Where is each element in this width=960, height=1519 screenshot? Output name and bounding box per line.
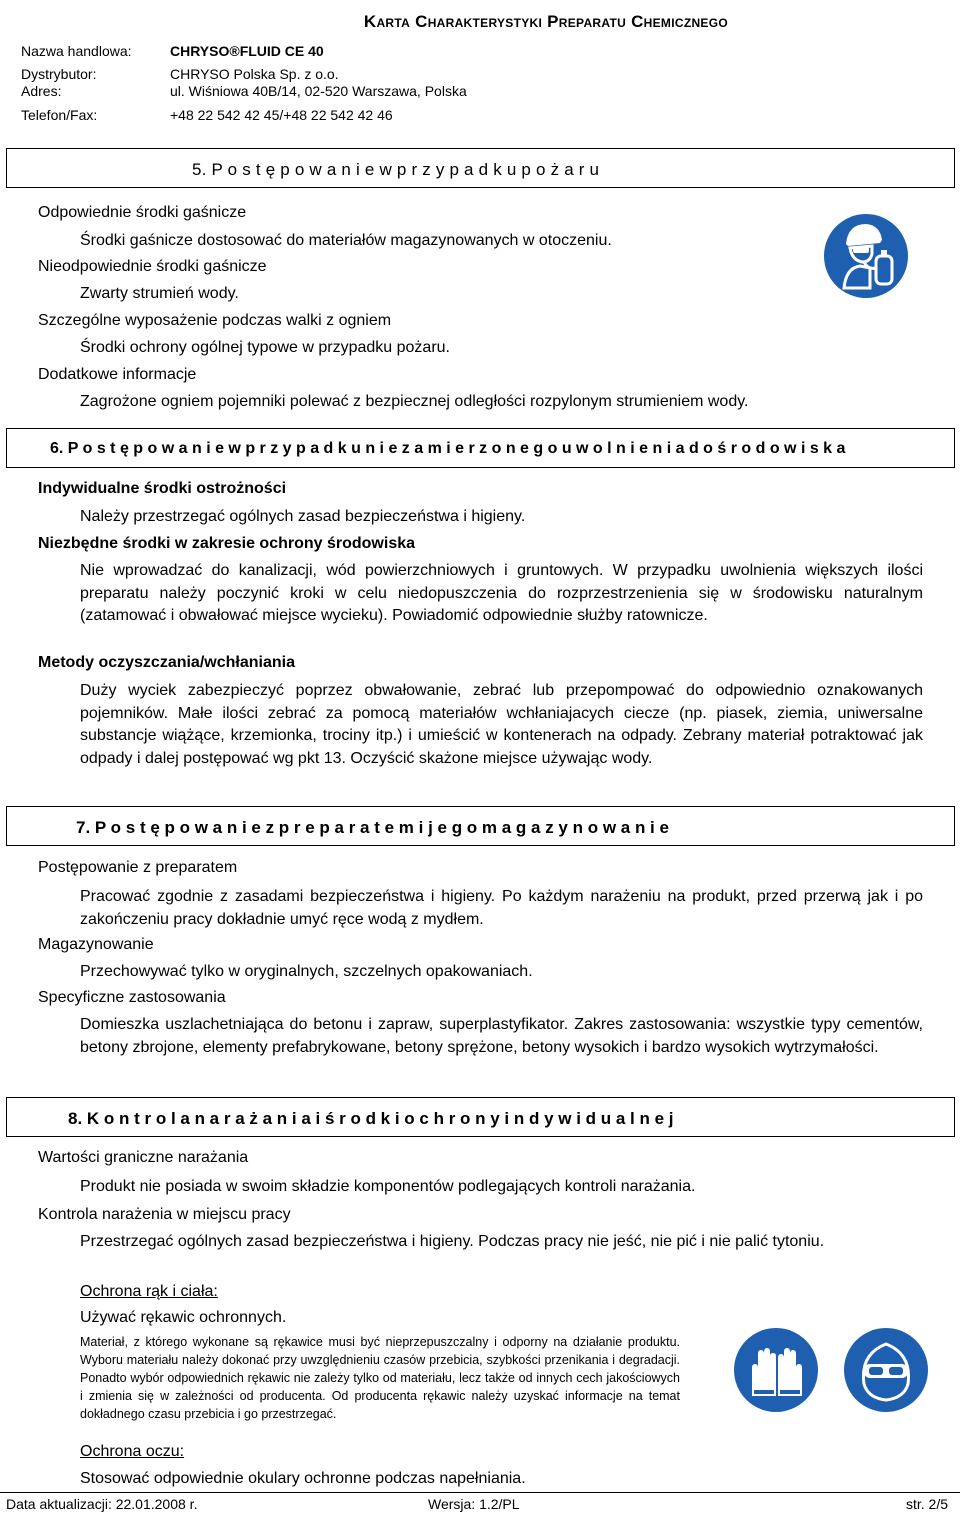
- section-6-text-personal-precautions: Należy przestrzegać ogólnych zasad bezpieczeństwa i higieny.: [80, 508, 526, 525]
- trade-name-label: Nazwa handlowa:: [21, 43, 132, 59]
- eye-protection-text: Stosować odpowiednie okulary ochronne podczas napełniania.: [80, 1470, 526, 1487]
- section-6-sub-personal-precautions: Indywidualne środki ostrożności: [38, 480, 287, 497]
- footer-divider: [0, 1492, 960, 1493]
- protective-gloves-sign-icon: [730, 1324, 822, 1416]
- section-5-text-suitable-media: Środki gaśnicze dostosować do materiałów magazynowanych w otoczeniu.: [80, 232, 612, 249]
- phone-label: Telefon/Fax:: [21, 107, 98, 123]
- section-5-title: 5. P o s t ę p o w a n i e w p r z y p a d k u p o ż a r u: [192, 160, 600, 179]
- section-8-text-limit-values: Produkt nie posiada w swoim składzie komponentów podlegających kontroli narażania.: [80, 1178, 696, 1195]
- footer-version: Wersja: 1.2/PL: [428, 1496, 520, 1512]
- section-5-sub-unsuitable-media: Nieodpowiednie środki gaśnicze: [38, 258, 267, 275]
- section-7-sub-handling: Postępowanie z preparatem: [38, 859, 238, 876]
- section-6-text-environmental: Nie wprowadzać do kanalizacji, wód powierzchniowych i gruntowych. W przypadku uwolnienia większych ilości preparatu należy poczynić kroki w celu niedopuszczenia do rozprzestrzenienia się w środowisku naturalnym (zatamować i obwałować miejsce wycieku). Powiadomić odpowiednie służby ratownicze.: [80, 562, 923, 624]
- section-5-text-unsuitable-media: Zwarty strumień wody.: [80, 285, 239, 302]
- breathing-apparatus-sign-icon: [820, 210, 912, 302]
- section-5-text-additional-info: Zagrożone ogniem pojemniki polewać z bezpiecznej odległości rozpylonym strumieniem wody.: [80, 393, 749, 410]
- section-8-title: 8. K o n t r o l a n a r a ż a n i a i ś r o d k i o c h r o n y i n d y w i d u a l n e j: [68, 1109, 674, 1128]
- section-7-title: 7. P o s t ę p o w a n i e z p r e p a r a t e m i j e g o m a g a z y n o w a n i e: [76, 818, 669, 837]
- section-7-sub-storage: Magazynowanie: [38, 936, 154, 953]
- distributor-value: CHRYSO Polska Sp. z o.o.: [170, 66, 339, 82]
- document-title: Karta Charakterystyki Preparatu Chemicznego: [363, 12, 728, 31]
- hand-protection-label: Ochrona rąk i ciała:: [80, 1283, 218, 1300]
- section-6-sub-cleanup: Metody oczyszczania/wchłaniania: [38, 654, 295, 671]
- hand-protection-text: Używać rękawic ochronnych.: [80, 1309, 287, 1326]
- section-6-title: 6. P o s t ę p o w a n i e w p r z y p a d k u n i e z a m i e r z o n e g o u w o l n i e n i a d o ś r o d o w i s k a: [50, 440, 846, 457]
- phone-value: +48 22 542 42 45/+48 22 542 42 46: [170, 107, 393, 123]
- section-5-sub-additional-info: Dodatkowe informacje: [38, 366, 197, 383]
- eye-protection-label: Ochrona oczu:: [80, 1443, 185, 1460]
- safety-goggles-sign-icon: [840, 1324, 932, 1416]
- trade-name-value: CHRYSO®FLUID CE 40: [170, 43, 324, 59]
- section-5-sub-suitable-media: Odpowiednie środki gaśnicze: [38, 204, 247, 221]
- section-8-sub-limit-values: Wartości graniczne narażania: [38, 1149, 249, 1166]
- hand-protection-note: Materiał, z którego wykonane są rękawice musi być nieprzepuszczalny i odporny na działanie produktu. Wyboru materiału należy dokonać przy uwzględnieniu czasów przebicia, szybkości przenikania i degradacji. Ponadto wybór odpowiednich rękawic nie zależy tylko od materiału, lecz także od innych cech jakościowych i zmienia się w zależności od producenta. Od producenta rękawic należy uzyskać informacje na temat dokładnego czasu przebicia i go przestrzegać.: [80, 1335, 680, 1421]
- section-7-text-storage: Przechowywać tylko w oryginalnych, szczelnych opakowaniach.: [80, 963, 533, 980]
- section-6-sub-environmental: Niezbędne środki w zakresie ochrony środowiska: [38, 535, 416, 552]
- distributor-label: Dystrybutor:: [21, 66, 97, 82]
- section-7-text-specific-uses: Domieszka uszlachetniająca do betonu i zapraw, superplastyfikator. Zakres zastosowania: wszystkie typy cementów, betony zbrojone, elementy prefabrykowane, betony sprężone, betony wysokich i bardzo wysokich wytrzymałości.: [80, 1016, 923, 1056]
- footer-page: str. 2/5: [905, 1496, 948, 1512]
- section-7-text-handling: Pracować zgodnie z zasadami bezpieczeństwa i higieny. Po każdym narażeniu na produkt, przed przerwą jak i po zakończeniu pracy dokładnie umyć ręce wodą z mydłem.: [80, 888, 923, 928]
- address-label: Adres:: [21, 83, 62, 99]
- section-5-sub-special-equipment: Szczególne wyposażenie podczas walki z ogniem: [38, 312, 392, 329]
- section-6-text-cleanup: Duży wyciek zabezpieczyć poprzez obwałowanie, zebrać lub przepompować do odpowiednio oznakowanych pojemników. Małe ilości zebrać za pomocą materiałów wchłaniajacych ciecze (np. piasek, ziemia, uniwersalne substancje wiążące, krzemionka, trociny itp.) i umieścić w kontenerach na odpady. Zebrany materiał potraktować jak odpady i dalej postępować wg pkt 13. Oczyścić skażone miejsce używając wody.: [80, 682, 923, 767]
- address-value: ul. Wiśniowa 40B/14, 02-520 Warszawa, Polska: [170, 83, 467, 99]
- section-7-sub-specific-uses: Specyficzne zastosowania: [38, 989, 226, 1006]
- section-8-text-workplace-control: Przestrzegać ogólnych zasad bezpieczeństwa i higieny. Podczas pracy nie jeść, nie pić i nie palić tytoniu.: [80, 1233, 825, 1250]
- section-5-text-special-equipment: Środki ochrony ogólnej typowe w przypadku pożaru.: [80, 339, 450, 356]
- section-8-sub-workplace-control: Kontrola narażenia w miejscu pracy: [38, 1206, 291, 1223]
- footer-date: Data aktualizacji: 22.01.2008 r.: [6, 1496, 198, 1512]
